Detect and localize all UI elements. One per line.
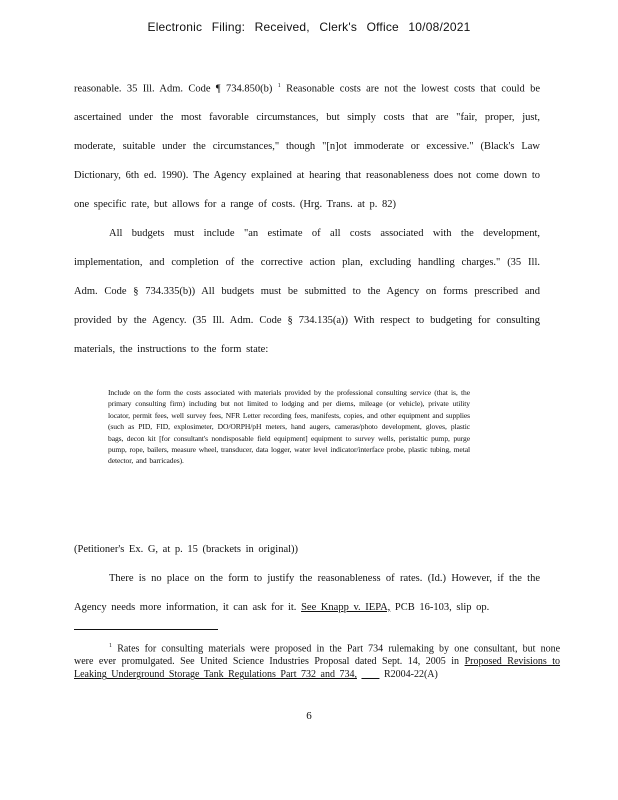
footnote-number: 1 (109, 643, 112, 649)
paragraph-form: There is no place on the form to justify the reasonableness of rates. (Id.) However, if the the Agency needs more information, it can ask for it. See Knapp v. IEPA, PCB 16-103, slip op. (74, 572, 540, 613)
rulemaking-title: Proposed Revisions to Leaking Underground Storage Tank Regulations Part 732 and 734, (74, 656, 561, 681)
footnote-ref: 1 (277, 83, 281, 89)
case-citation: See Knapp v. IEPA, (301, 601, 391, 613)
footnote-divider (74, 629, 218, 630)
citation: (Petitioner's Ex. G, at p. 15 (brackets in original)) (74, 544, 299, 555)
body-text (74, 72, 540, 365)
paragraph-reasonable: reasonable. 35 Ill. Adm. Code ¶ 734.850(b) $^1$ Reasonable costs are not the lowest costs that could be ascertained under the most favorable circumstances, but simply costs that are "fair, proper, just, moderate, suitable under the circumstances," though "[n]ot immoderate or excessive." (Black's Law Dictionary, 6th ed. 1990). The Agency explained at hearing that reasonableness does not come down to one specific rate, but allows for a range of costs. (Hrg. Trans. at p. 82) (74, 83, 541, 211)
block-quote: Include on the form the costs associated with materials provided by the professional consulting service (that is, the primary consulting firm) including but not limited to lodging and per diems, mileage (or vehicle), private utility locator, permit fees, well survey fees, NFR Letter recording fees, manifests, copies, and other equipment and supplies (such as PID, FID, explosimeter, DO/ORPH/pH meters, hand augers, cameras/photo development, gloves, plastic bags, decon kit [for consultant's nondisposable field equipment] equipment to survey wells, peristaltic pump, purge pump, rope, bailers, measure wheel, transducer, data logger, water level indicator/interface probe, plastic tubing, metal detector, and barricades). (108, 388, 470, 466)
footnote: $^1$ Rates for consulting materials were proposed in the Part 734 rulemaking by one consultant, but none were ever promulgated. See United Science Industries Proposal dated Sept. 14, 2005 in Proposed Revisions to Leaking Underground Storage Tank Regulations Part 732 and 734, R2004-22(A) (74, 643, 561, 681)
paragraph-budgets: All budgets must include "an estimate of all costs associated with the development, implementation, and completion of the corrective action plan, excluding handling charges." (35 Ill. Adm. Code § 734.335(b)) All budgets must be submitted to the Agency on forms prescribed and provided by the Agency. (35 Ill. Adm. Code § 734.135(a)) With respect to budgeting for consulting materials, the instructions to the form state: (74, 228, 540, 355)
body-text-continued (74, 536, 540, 623)
page-header: Electronic Filing: Received, Clerk's Office 10/08/2021 (147, 20, 471, 34)
page-number: 6 (306, 710, 312, 722)
